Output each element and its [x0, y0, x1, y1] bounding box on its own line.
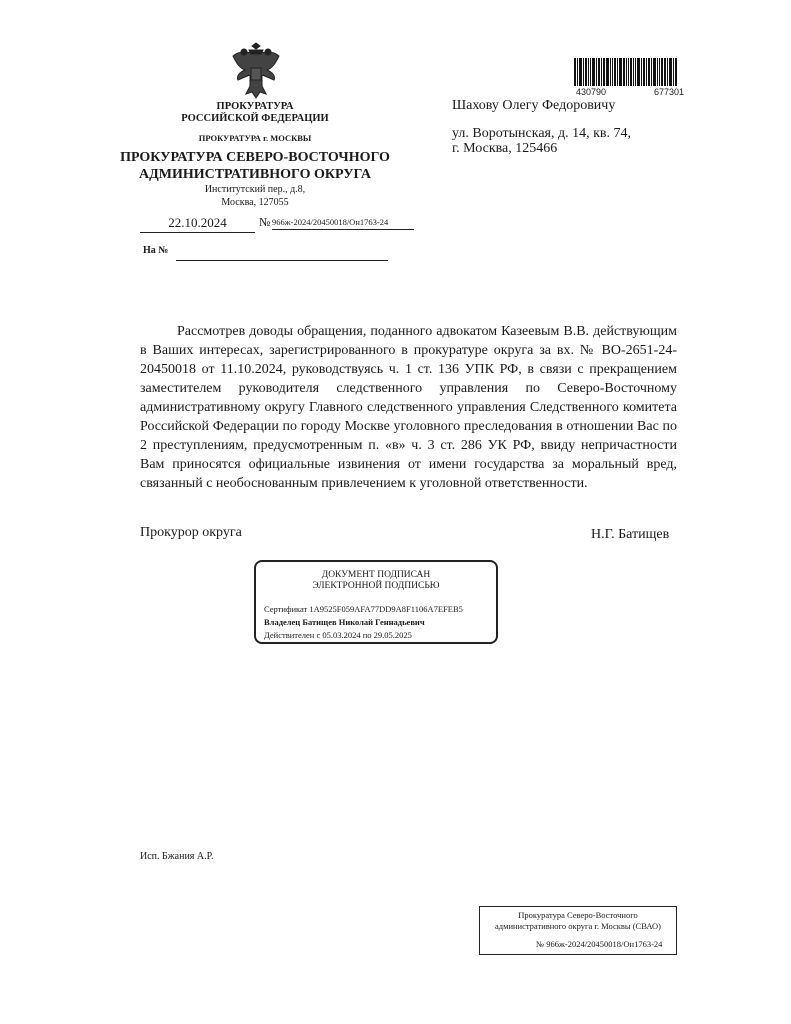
signatory-name: Н.Г. Батищев [591, 527, 670, 542]
body-paragraph: Рассмотрев доводы обращения, поданного адвокатом Казеевым В.В. действующим в Ваших интересах, зарегистрированного в прокуратуре округа за вх. № ВО-2651-24-20450018 от 11.10.2024, руководствуясь ч. 1 ст. 136 УПК РФ, в связи с прекращением заместителем руководителя следственного управления по Северо-Восточному административному округу Главного следственного управления Следственного комитета Российской Федерации по городу Москве уголовного преследования в отношении Вас по 2 преступлениям, предусмотренным п. «в» ч. 3 ст. 286 УК РФ, ввиду непричастности Вам приносятся официальные извинения от имени государства за моральный вред, связанный с необоснованным привлечением к уголовной ответственности. [140, 324, 677, 491]
footer-line1: Прокуратура Северо-Восточного [518, 910, 638, 920]
sender-org-main-line2: АДМИНИСТРАТИВНОГО ОКРУГА [138, 167, 372, 182]
electronic-signature-stamp [254, 560, 498, 644]
footer-line2: административного округа г. Москвы (СВАО) [494, 920, 662, 931]
barcode [574, 58, 684, 86]
registration-footer-box [479, 906, 677, 955]
footer-number: № 966ж-2024/20450018/Он1763-24 [536, 939, 663, 949]
recipient-name: Шахову Олегу Федоровичу [452, 98, 616, 113]
barcode-right-digits: 677301 [653, 87, 684, 97]
sender-org-line2: РОССИЙСКОЙ ФЕДЕРАЦИИ [181, 113, 329, 124]
recipient-address [452, 127, 631, 156]
sender-org-main [110, 149, 400, 183]
recipient-address-line1: ул. Воротынская, д. 14, кв. 74, [452, 126, 632, 141]
stamp-owner: Владелец Батищев Николай Геннадьевич [264, 617, 425, 627]
barcode-digits [576, 87, 684, 97]
letter-body [140, 322, 677, 493]
in-reply-line [176, 260, 388, 261]
stamp-header-line2: ЭЛЕКТРОННОЙ ПОДПИСЬЮ [312, 581, 440, 591]
sender-org-main-line1: ПРОКУРАТУРА СЕВЕРО-ВОСТОЧНОГО [120, 150, 390, 165]
stamp-validity: Действителен с 05.03.2024 по 29.05.2025 [264, 630, 412, 640]
document-date: 22.10.2024 [140, 215, 255, 233]
signatory-title: Прокурор округа [140, 525, 242, 540]
stamp-certificate: Сертификат 1А9525F059AFA77DD9A8F1106A7EFEB5 [264, 604, 463, 614]
sender-address-line2: Москва, 127055 [221, 196, 289, 208]
sender-org-line1: ПРОКУРАТУРА [216, 101, 294, 112]
footer-org [480, 910, 676, 931]
executor: Исп. Бжания А.Р. [140, 851, 214, 862]
stamp-header-line1: ДОКУМЕНТ ПОДПИСАН [321, 570, 431, 580]
sender-org-city: ПРОКУРАТУРА г. МОСКВЫ [198, 133, 312, 143]
number-sign: № [259, 215, 271, 229]
sender-org-name [150, 101, 360, 125]
coat-of-arms-emblem [230, 42, 282, 100]
sender-address [150, 184, 360, 209]
stamp-header [256, 570, 496, 592]
document-number: 966ж-2024/20450018/Он1763-24 [272, 217, 414, 230]
in-reply-label: На № [143, 245, 169, 256]
barcode-left-digits: 430790 [576, 87, 607, 97]
recipient-address-line2: г. Москва, 125466 [452, 140, 558, 156]
sender-address-line1: Институтский пер., д.8, [204, 184, 306, 195]
